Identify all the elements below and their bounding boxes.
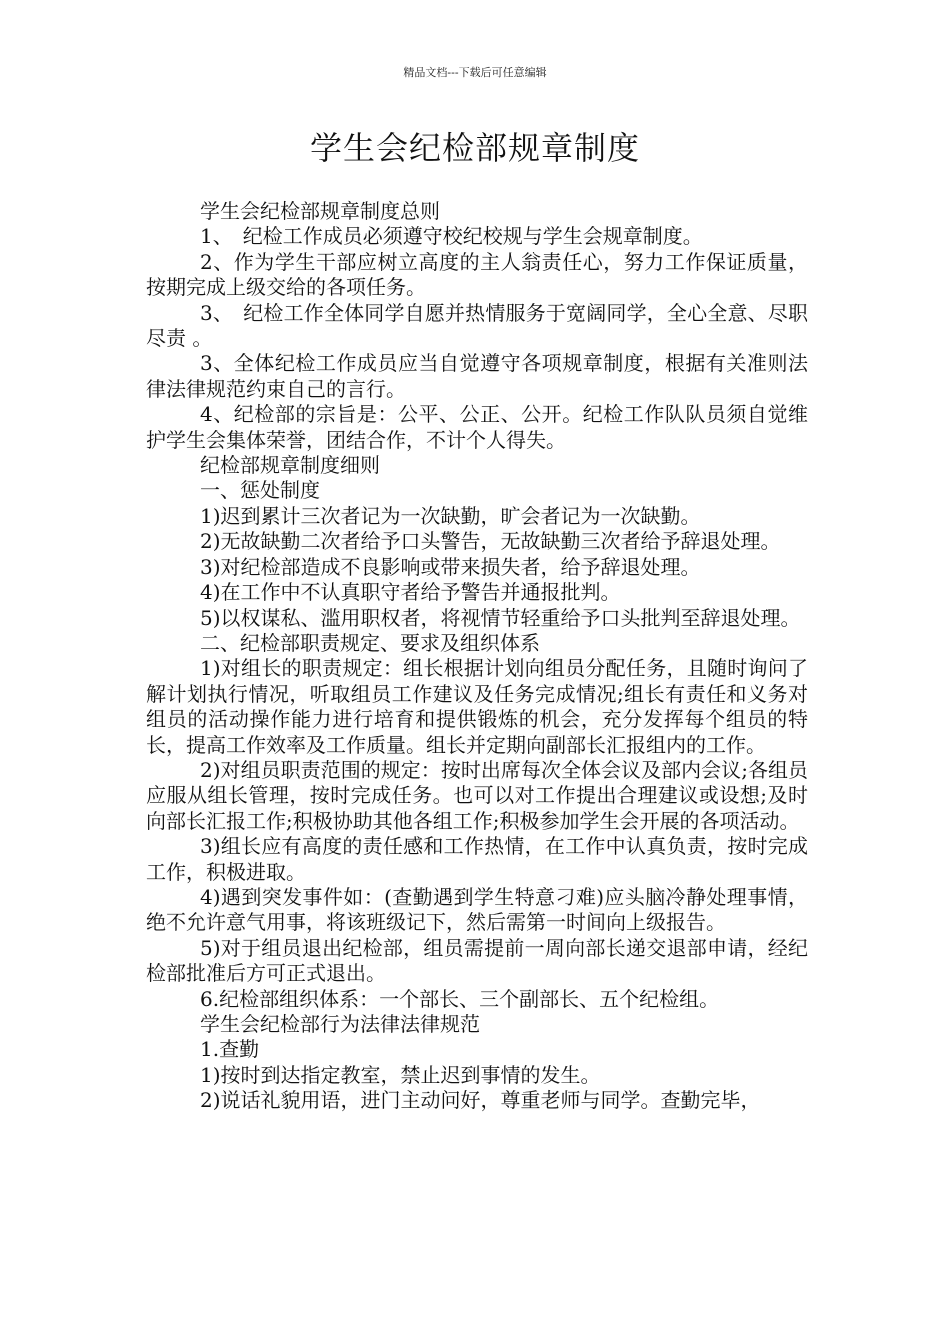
page-header-note: 精品文档---下载后可任意编辑 bbox=[403, 66, 547, 79]
paragraph: 3)组长应有高度的责任感和工作热情，在工作中认真负责，按时完成工作，积极进取。 bbox=[146, 834, 808, 884]
subsection-heading: 一、惩处制度 bbox=[200, 478, 320, 503]
paragraph: 3)对纪检部造成不良影响或带来损失者，给予辞退处理。 bbox=[200, 554, 701, 579]
subsection-heading: 二、纪检部职责规定、要求及组织体系 bbox=[200, 630, 540, 655]
paragraph: 1、 纪检工作成员必须遵守校纪校规与学生会规章制度。 bbox=[200, 224, 703, 249]
paragraph: 2)说话礼貌用语，进门主动问好，尊重老师与同学。查勤完毕， bbox=[200, 1088, 761, 1113]
paragraph: 5)以权谋私、滥用职权者，将视情节轻重给予口头批判至辞退处理。 bbox=[200, 605, 801, 630]
paragraph: 4)在工作中不认真职守者给予警告并通报批判。 bbox=[200, 580, 621, 605]
paragraph: 4)遇到突发事件如：(查勤遇到学生特意刁难)应头脑冷静处理事情，绝不允许意气用事，将该班级记下，然后需第一时间向上级报告。 bbox=[146, 884, 808, 935]
paragraph: 2)无故缺勤二次者给予口头警告，无故缺勤三次者给予辞退处理。 bbox=[200, 529, 781, 554]
section-heading-rules: 纪检部规章制度细则 bbox=[200, 453, 380, 478]
paragraph: 3、 纪检工作全体同学自愿并热情服务于宽阔同学，全心全意、尽职尽责 。 bbox=[146, 300, 808, 351]
document-title: 学生会纪检部规章制度 bbox=[309, 129, 640, 167]
paragraph: 2)对组员职责范围的规定：按时出席每次全体会议及部内会议;各组员应服从组长管理，按时完成任务。也可以对工作提出合理建议或设想;及时向部长汇报工作;积极协助其他各组工作;积极参加学生会开展的各项活动。 bbox=[146, 757, 808, 833]
paragraph: 6.纪检部组织体系：一个部长、三个副部长、五个纪检组。 bbox=[200, 986, 720, 1011]
paragraph: 2、作为学生干部应树立高度的主人翁责任心，努力工作保证质量，按期完成上级交给的各项任务。 bbox=[146, 249, 808, 300]
document-body bbox=[146, 199, 808, 1114]
paragraph: 3、全体纪检工作成员应当自觉遵守各项规章制度，根据有关准则法律法律规范约束自己的言行。 bbox=[146, 351, 808, 401]
section-heading-conduct: 学生会纪检部行为法律法律规范 bbox=[200, 1012, 480, 1036]
section-heading-general: 学生会纪检部规章制度总则 bbox=[200, 199, 440, 223]
paragraph: 4、纪检部的宗旨是：公平、公正、公开。纪检工作队队员须自觉维护学生会集体荣誉，团结合作，不计个人得失。 bbox=[146, 402, 808, 452]
subsection-heading: 1.查勤 bbox=[200, 1037, 260, 1062]
paragraph: 1)按时到达指定教室，禁止迟到事情的发生。 bbox=[200, 1062, 601, 1087]
paragraph: 1)对组长的职责规定：组长根据计划向组员分配任务，且随时询问了解计划执行情况，听取组员工作建议及任务完成情况;组长有责任和义务对组员的活动操作能力进行培育和提供锻炼的机会，充分发挥每个组员的特长，提高工作效率及工作质量。组长并定期向副部长汇报组内的工作。 bbox=[146, 656, 808, 757]
paragraph: 5)对于组员退出纪检部，组员需提前一周向部长递交退部申请，经纪检部批准后方可正式退出。 bbox=[146, 935, 808, 986]
paragraph: 1)迟到累计三次者记为一次缺勤，旷会者记为一次缺勤。 bbox=[200, 503, 701, 528]
